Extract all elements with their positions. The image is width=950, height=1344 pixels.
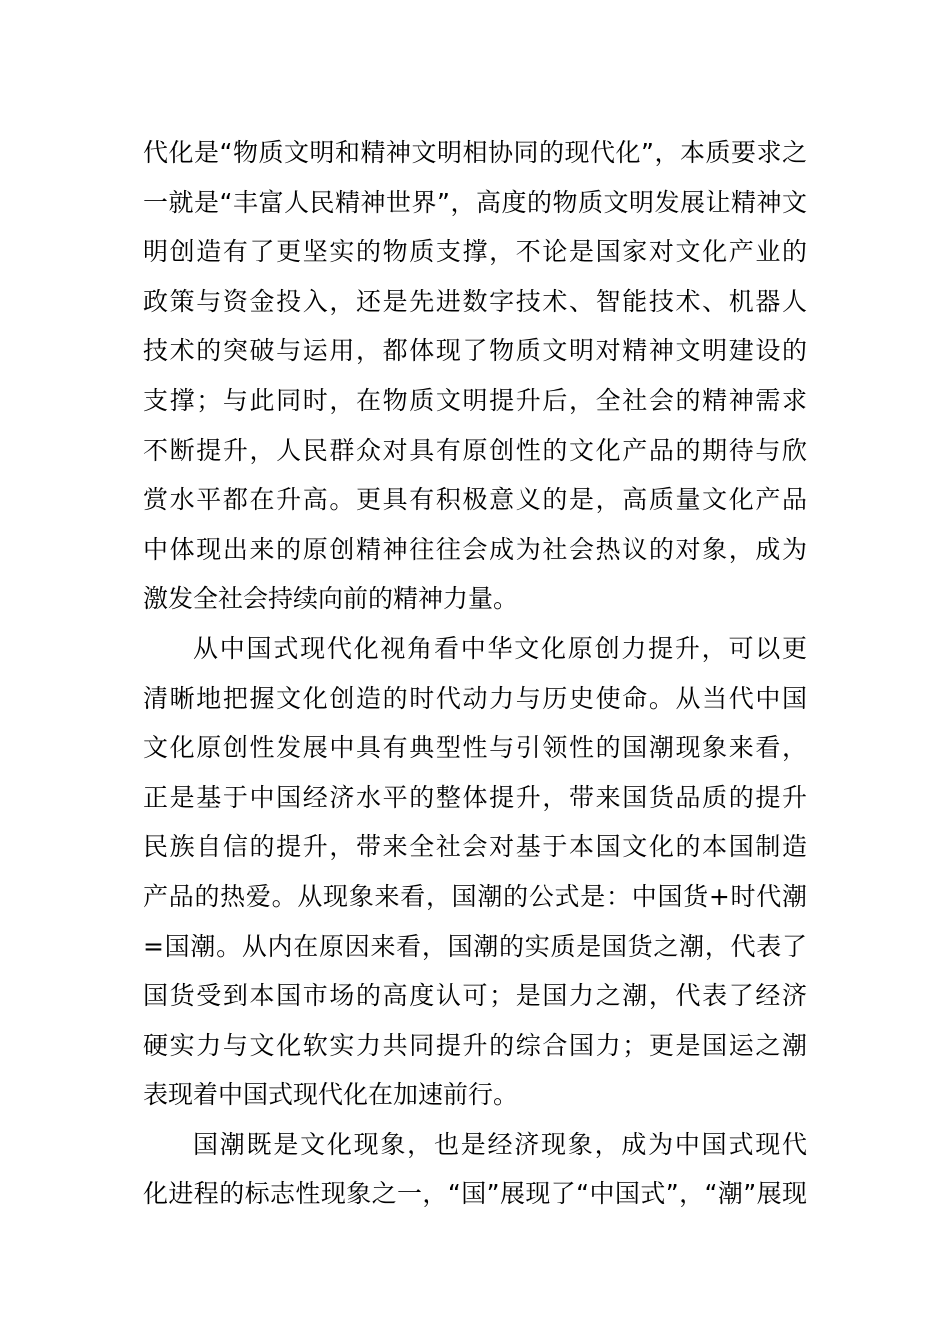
- text-line: 中体现出来的原创精神往往会成为社会热议的对象，成为: [143, 534, 807, 564]
- text-line: 文化原创性发展中具有典型性与引领性的国潮现象来看，: [143, 733, 807, 763]
- text-line: 清晰地把握文化创造的时代动力与历史使命。从当代中国: [143, 683, 807, 713]
- text-line: =国潮。从内在原因来看，国潮的实质是国货之潮，代表了: [143, 931, 807, 961]
- text-line: 国货受到本国市场的高度认可；是国力之潮，代表了经济: [143, 981, 807, 1011]
- text-line: 支撑；与此同时，在物质文明提升后，全社会的精神需求: [143, 385, 807, 415]
- text-line: 不断提升，人民群众对具有原创性的文化产品的期待与欣: [143, 435, 807, 465]
- text-line: 一就是“丰富人民精神世界”，高度的物质文明发展让精神文: [143, 187, 807, 217]
- text-line: 产品的热爱。从现象来看，国潮的公式是：中国货+时代潮: [143, 881, 807, 911]
- text-line: 政策与资金投入，还是先进数字技术、智能技术、机器人: [143, 286, 807, 316]
- text-line: 表现着中国式现代化在加速前行。: [143, 1080, 519, 1110]
- text-line: 明创造有了更坚实的物质支撑，不论是国家对文化产业的: [143, 237, 807, 267]
- text-line: 代化是“物质文明和精神文明相协同的现代化”，本质要求之: [143, 138, 807, 167]
- text-line: 民族自信的提升，带来全社会对基于本国文化的本国制造: [143, 832, 807, 862]
- text-line: 化进程的标志性现象之一，“国”展现了“中国式”，“潮”展现: [143, 1179, 807, 1209]
- body-text: [143, 128, 807, 1219]
- text-line: 硬实力与文化软实力共同提升的综合国力；更是国运之潮: [143, 1030, 807, 1060]
- text-line: 激发全社会持续向前的精神力量。: [143, 584, 519, 614]
- text-line: 正是基于中国经济水平的整体提升，带来国货品质的提升: [143, 782, 807, 812]
- text-line: 赏水平都在升高。更具有积极意义的是，高质量文化产品: [143, 485, 807, 515]
- text-line: 从中国式现代化视角看中华文化原创力提升，可以更: [193, 633, 807, 663]
- text-line: 技术的突破与运用，都体现了物质文明对精神文明建设的: [143, 336, 807, 366]
- text-line: 国潮既是文化现象，也是经济现象，成为中国式现代: [193, 1129, 807, 1159]
